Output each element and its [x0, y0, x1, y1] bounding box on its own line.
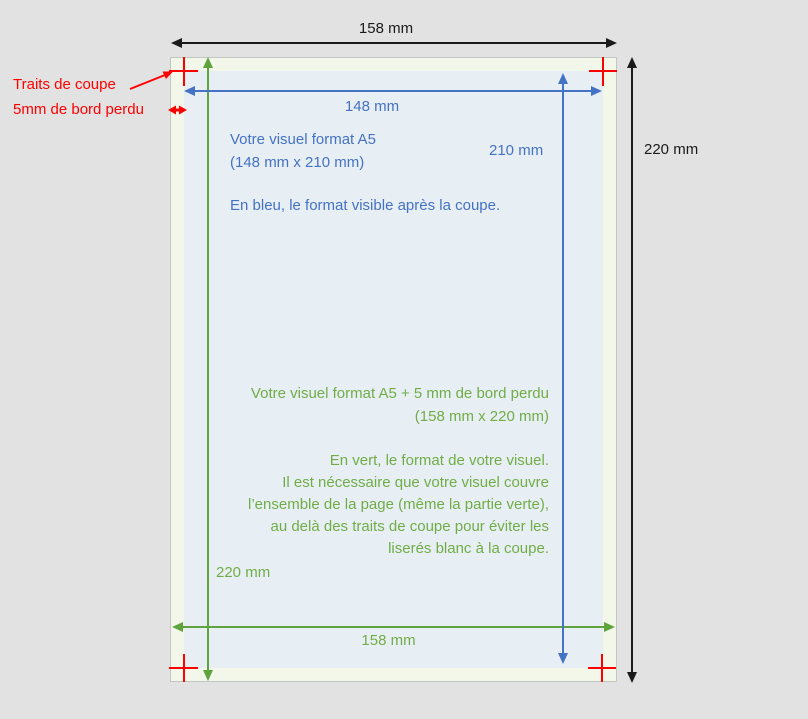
- bleed-caption-line: l’ensemble de la page (même la partie verte),: [248, 496, 549, 513]
- bleed-width-arrow: [172, 622, 615, 632]
- outer-height-label: 220 mm: [644, 141, 699, 158]
- bleed-format-title-line1: Votre visuel format A5 + 5 mm de bord perdu: [250, 385, 549, 402]
- outer-height-arrow: [627, 57, 637, 683]
- crop-mark-bottom-right: [588, 654, 616, 682]
- crop-mark-top-right: [589, 57, 617, 86]
- crop-mark-top-left: [169, 57, 198, 86]
- trim-height-arrow: [558, 73, 568, 664]
- bleed-width-pointer-arrow: [168, 106, 187, 115]
- crop-marks-pointer-arrow: [130, 72, 173, 90]
- bleed-caption-line: au delà des traits de coupe pour éviter les: [270, 518, 549, 535]
- trim-format-title: [230, 128, 376, 174]
- trim-format-caption: En bleu, le format visible après la coupe.: [230, 197, 501, 214]
- bleed-height-arrow: [203, 57, 213, 681]
- trim-width-arrow: [184, 86, 602, 96]
- bleed-caption-line: liserés blanc à la coupe.: [388, 540, 549, 557]
- bleed-format-title-line2: (158 mm x 220 mm): [414, 408, 549, 425]
- trim-width-label: 148 mm: [344, 98, 400, 115]
- crop-marks-label: Traits de coupe: [13, 76, 116, 93]
- bleed-width-label: 158 mm: [361, 632, 416, 649]
- outer-width-label: 158 mm: [358, 20, 414, 37]
- crop-mark-bottom-left: [169, 654, 198, 682]
- bleed-amount-label: 5mm de bord perdu: [13, 101, 144, 118]
- bleed-format-text-block: [216, 382, 549, 560]
- bleed-format-caption: [216, 450, 549, 560]
- trim-height-label: 210 mm: [489, 142, 544, 159]
- bleed-caption-line: En vert, le format de votre visuel.: [329, 452, 549, 469]
- outer-width-arrow: [171, 38, 617, 48]
- trim-format-title-line2: (148 mm x 210 mm): [230, 154, 365, 171]
- bleed-caption-line: Il est nécessaire que votre visuel couvre: [282, 474, 549, 491]
- bleed-height-label: 220 mm: [216, 564, 271, 581]
- trim-format-title-line1: Votre visuel format A5: [230, 131, 376, 148]
